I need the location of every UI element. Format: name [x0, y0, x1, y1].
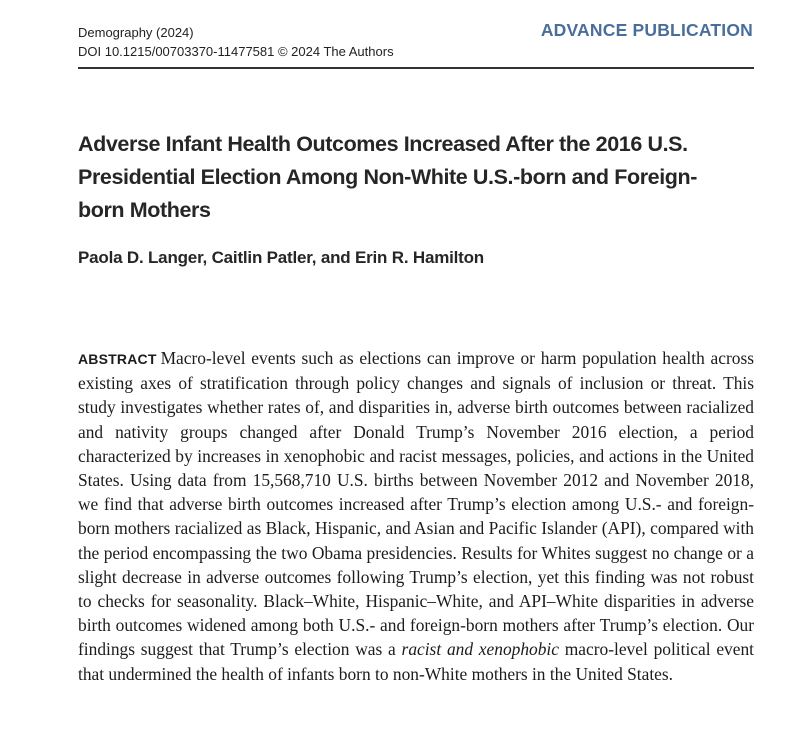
abstract-text-end: macro-level political event that undermined the health of infants born to non-White mothers in the United States. — [78, 639, 754, 684]
abstract-text: Macro-level events such as elections can improve or harm population health across existing axes of stratification through policy changes and signals of inclusion or threat. This study investigates whether rates of, and disparities in, adverse birth outcomes between racialized and nativity groups changed after Donald Trump’s November 2016 election, a period characterized by increases in xenophobic and racist messages, policies, and actions in the United States. Using data from 15,568,710 U.S. births between November 2012 and November 2018, we find that adverse birth outcomes increased after Trump’s election among U.S.- and foreign-born mothers racialized as Black, Hispanic, and Asian and Pacific Islander (API), compared with the period encompassing the two Obama presidencies. Results for Whites suggest no change or a slight decrease in adverse outcomes following Trump’s election, yet this finding was not robust to checks for seasonality. Black–White, Hispanic–White, and API–White disparities in adverse birth outcomes widened among both U.S.- and foreign-born mothers after Trump’s election. Our findings suggest that Trump’s election was a — [78, 348, 754, 660]
abstract — [78, 346, 754, 686]
journal-name: Demography (2024) — [78, 25, 194, 40]
abstract-label: ABSTRACT — [78, 351, 157, 367]
header-divider — [78, 67, 754, 69]
advance-publication-badge: ADVANCE PUBLICATION — [540, 20, 753, 40]
article-title: Adverse Infant Health Outcomes Increased After the 2016 U.S. Presidential Election Among Non-White U.S.-born and Foreign-born Mothers — [78, 132, 698, 222]
abstract-emphasis: racist and xenophobic — [401, 639, 559, 660]
author-list: Paola D. Langer, Caitlin Patler, and Erin R. Hamilton — [78, 248, 484, 267]
doi-line: DOI 10.1215/00703370-11477581 © 2024 The Authors — [78, 44, 394, 59]
journal-info — [78, 23, 394, 61]
